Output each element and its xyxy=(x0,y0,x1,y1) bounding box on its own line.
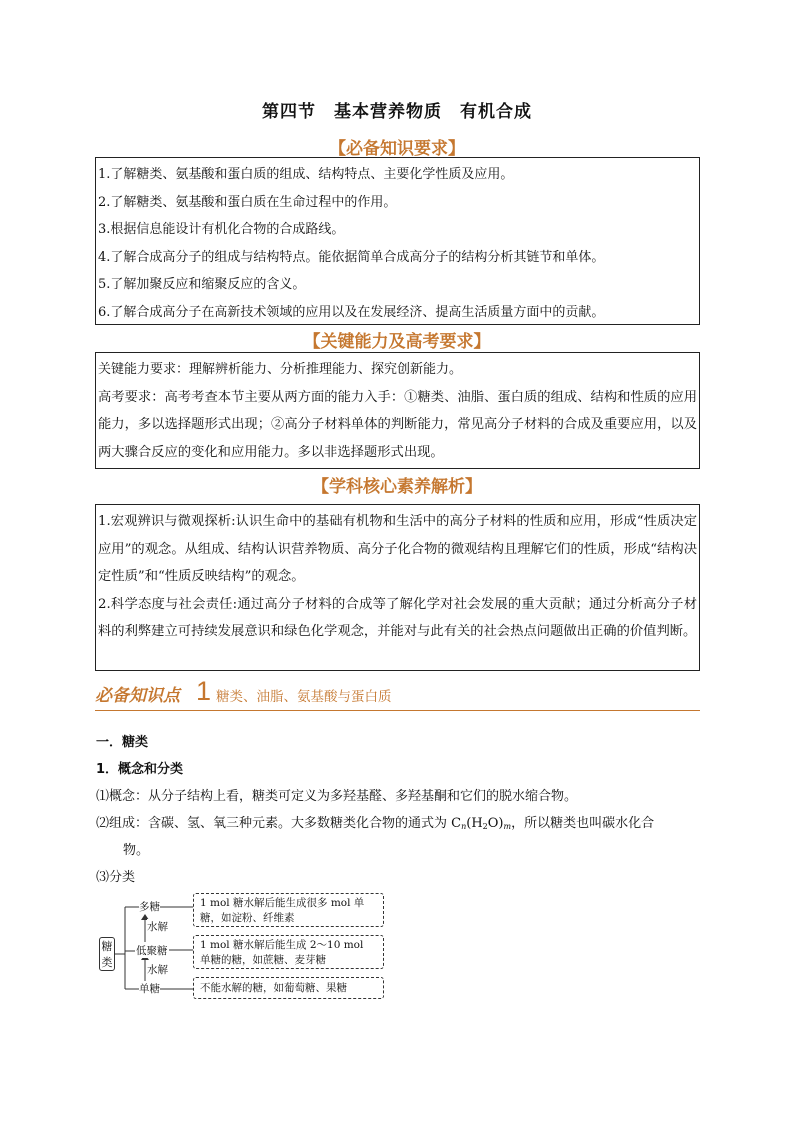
heading-sugars: 一．糖类 xyxy=(96,735,149,750)
formula-m: m xyxy=(503,822,512,831)
knowledge-point-title: 糖类、油脂、氨基酸与蛋白质 xyxy=(216,689,392,705)
composition-text-a: ⑵组成：含碳、氢、氧三种元素。大多数糖类化合物的通式为 xyxy=(96,816,452,831)
branch-polysaccharide: 多糖 xyxy=(139,901,160,913)
desc-monosaccharide: 不能水解的糖，如葡萄糖、果糖 xyxy=(193,977,384,999)
branch-oligosaccharide: 低聚糖 xyxy=(136,945,168,957)
concept-text: ⑴概念：从分子结构上看，糖类可定义为多羟基醛、多羟基酮和它们的脱水缩合物。 xyxy=(96,789,578,804)
requirement-item: 1.了解糖类、氨基酸和蛋白质的组成、结构特点、主要化学性质及应用。 xyxy=(98,167,514,182)
formula-c: C xyxy=(451,816,462,831)
branch-monosaccharide: 单糖 xyxy=(139,983,160,995)
abilities-line: 关键能力要求：理解辨析能力、分析推理能力、探究创新能力。 xyxy=(98,362,463,377)
section-heading-literacy: 【学科核心素养解析】 xyxy=(312,477,482,497)
formula-n: n xyxy=(461,822,467,831)
arrow-label-hydrolysis-2: 水解 xyxy=(147,964,168,976)
arrow-label-hydrolysis-1: 水解 xyxy=(147,921,168,933)
knowledge-point-number: 1 xyxy=(196,676,212,706)
literacy-paragraph-1: 1.宏观辨识与微观探析:认识生命中的基础有机物和生活中的高分子材料的性质和应用，形成“性质决定应用”的观念。从组成、结构认识营养物质、高分子化合物的微观结构且理解它们的性质，形成“结构决定性质”和“性质反映结构”的观念。 xyxy=(98,514,697,584)
requirement-item: 2.了解糖类、氨基酸和蛋白质在生命过程中的作用。 xyxy=(98,194,397,210)
requirement-item: 4.了解合成高分子的组成与结构特点。能依据简单合成高分子的结构分析其链节和单体。 xyxy=(98,249,605,265)
composition-text xyxy=(96,812,654,831)
literacy-box xyxy=(95,504,700,671)
requirement-item: 5.了解加聚反应和缩聚反应的含义。 xyxy=(98,277,306,292)
literacy-paragraph-2: 2.科学态度与社会责任:通过高分子材料的合成等了解化学对社会发展的重大贡献；通过分析高分子材料的利弊建立可持续发展意识和绿色化学观念，并能对与此有关的社会热点问题做出正确的价值判断。 xyxy=(98,596,697,639)
knowledge-point-label: 必备知识点 xyxy=(95,686,180,706)
formula-2: 2 xyxy=(482,822,488,831)
abilities-box xyxy=(95,352,700,469)
composition-text-c: 物。 xyxy=(123,843,150,858)
page-title: 第四节 基本营养物质 有机合成 xyxy=(262,102,532,122)
section-heading-abilities: 【关键能力及高考要求】 xyxy=(303,332,491,352)
classification-heading: ⑶分类 xyxy=(96,870,136,885)
formula-o: O) xyxy=(487,816,504,831)
category-box: 糖类 xyxy=(99,937,115,971)
composition-text-b: ，所以糖类也叫碳水化合 xyxy=(511,816,655,831)
requirement-item: 6.了解合成高分子在高新技术领域的应用以及在发展经济、提高生活质量方面中的贡献。 xyxy=(98,304,605,320)
requirements-box xyxy=(95,157,700,325)
desc-polysaccharide: 1 mol 糖水解后能生成很多 mol 单糖，如淀粉、纤维素 xyxy=(193,893,384,927)
section-heading-requirements: 【必备知识要求】 xyxy=(329,139,465,159)
heading-concept-classification: 1．概念和分类 xyxy=(96,762,184,777)
knowledge-point-header xyxy=(95,676,700,711)
desc-oligosaccharide: 1 mol 糖水解后能生成 2～10 mol 单糖的糖，如蔗糖、麦芽糖 xyxy=(193,935,384,969)
abilities-paragraph: 高考要求：高考考查本节主要从两方面的能力入手：①糖类、油脂、蛋白质的组成、结构和性质的应用能力，多以选择题形式出现；②高分子材料单体的判断能力，常见高分子材料的合成及重要应用，以及两大骤合反应的变化和应用能力。多以非选择题形式出现。 xyxy=(98,389,697,460)
formula-h: (H xyxy=(466,816,483,831)
requirement-item: 3.根据信息能设计有机化合物的合成路线。 xyxy=(98,222,345,237)
